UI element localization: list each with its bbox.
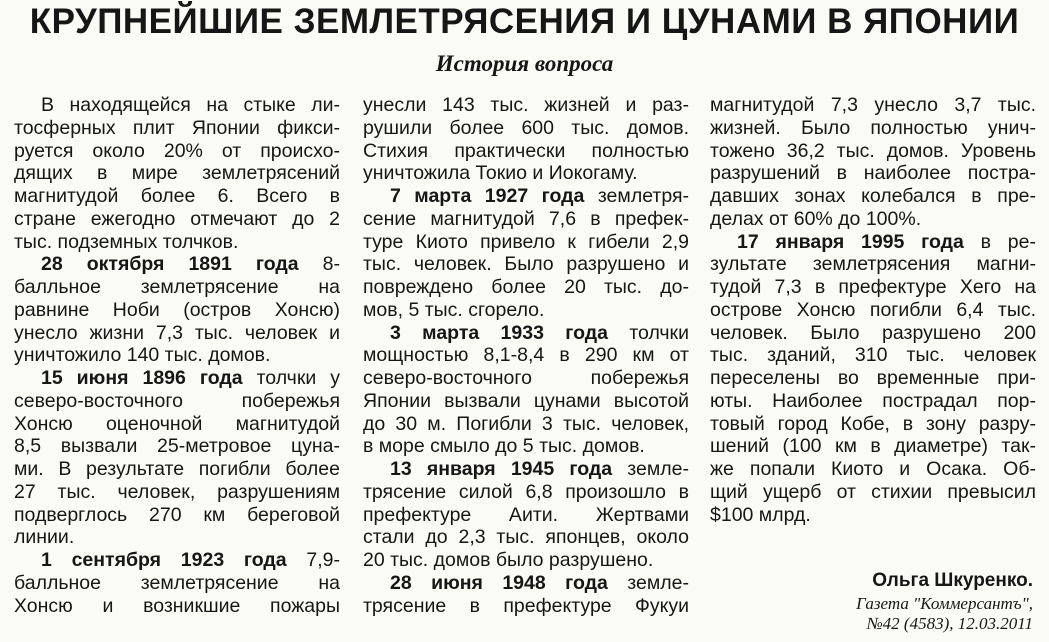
line-text: 7,9- (286, 549, 340, 571)
text-line (363, 140, 689, 163)
line-text: мощностью 8,1-8,4 в 290 км от (363, 344, 689, 367)
line-text: тыс. подземных толчков. (14, 230, 239, 253)
line-text: земле- (607, 571, 689, 594)
text-line (363, 504, 689, 527)
line-text: щий ущерб от стихии превысил (710, 480, 1036, 503)
line-text: стали до 2,3 тыс. японцев, около (363, 526, 689, 549)
line-text: уничтожило 140 тыс. домов. (14, 344, 271, 367)
author-name: Ольга Шкуренко. (872, 570, 1033, 591)
text-line (14, 526, 340, 549)
line-text: магнитудой 7,3 унесло 3,7 тыс. (710, 94, 1036, 116)
text-line (14, 572, 340, 595)
line-text: ми. В результате погибли более (14, 458, 340, 480)
line-text: разрушений в наиболее постра- (710, 162, 1036, 185)
line-text: Стихия практически полностью (363, 139, 689, 162)
text-line (710, 140, 1036, 163)
source-issue: №42 (4583), 12.03.2011 (866, 614, 1033, 633)
line-text: 8,5 вызвали 25-метровое цуна- (14, 435, 340, 458)
article-column-3 (710, 94, 1036, 526)
text-line (363, 390, 689, 413)
text-line (710, 276, 1036, 299)
text-line (14, 413, 340, 436)
text-line (14, 185, 340, 208)
line-text: острове Хонсю погибли 6,4 тыс. (710, 298, 1036, 321)
text-line (363, 549, 689, 572)
line-text: северо-восточного побережья (363, 367, 689, 389)
text-line (14, 322, 340, 345)
line-text: Хонсю и возникшие пожары (14, 594, 340, 617)
text-line (363, 299, 689, 322)
line-text: Хонсю оценочной магнитудой (14, 412, 340, 435)
text-line (363, 117, 689, 140)
line-text: 27 тыс. человек, разрушениям (14, 480, 340, 503)
text-line (710, 322, 1036, 345)
line-text: тудой 7,3 в префектуре Хего на (710, 276, 1036, 298)
line-text: магнитудой более 6. Всего в (14, 185, 340, 207)
text-line (710, 481, 1036, 504)
line-text: равнине Ноби (остров Хонсю) (14, 298, 340, 321)
text-line (710, 344, 1036, 367)
line-text: $100 млрд. (710, 503, 811, 526)
event-date: 7 марта 1927 года (390, 185, 585, 207)
article-column-2 (363, 94, 689, 617)
line-text: В находящейся на стыке ли- (41, 94, 340, 116)
text-line (363, 185, 689, 208)
text-line (710, 117, 1036, 140)
text-line (710, 299, 1036, 322)
text-line (363, 253, 689, 276)
line-text: 8- (298, 253, 340, 276)
line-text: унесли 143 тыс. жизней и раз- (363, 94, 689, 116)
event-date: 28 июня 1948 года (390, 571, 608, 594)
text-line (14, 367, 340, 390)
line-text: тожено 36,2 тыс. домов. Уровень (710, 139, 1036, 162)
text-line (710, 253, 1036, 276)
text-line (710, 185, 1036, 208)
text-line (14, 595, 340, 618)
article-title: КРУПНЕЙШИЕ ЗЕМЛЕТРЯСЕНИЯ И ЦУНАМИ В ЯПОНИИ (29, 2, 1020, 41)
line-text: зультате землетрясения магни- (710, 253, 1036, 276)
line-text: до 30 м. Погибли 3 тыс. человек, (363, 412, 689, 435)
line-text: балльное землетрясение на (14, 571, 340, 594)
line-text: юты. Наиболее пострадал пор- (710, 389, 1036, 412)
line-text: переселены во временные при- (710, 367, 1036, 389)
line-text: мов, 5 тыс. сгорело. (363, 298, 545, 321)
text-line (363, 162, 689, 185)
line-text: стране ежегодно отмечают до 2 (14, 207, 340, 230)
text-line (363, 413, 689, 436)
event-date: 28 октября 1891 года (41, 253, 299, 276)
text-line (363, 208, 689, 231)
text-line (14, 481, 340, 504)
text-line (14, 94, 340, 117)
text-line (14, 344, 340, 367)
line-text: рушили более 600 тыс. домов. (363, 116, 689, 139)
line-text: уничтожила Токио и Иокогаму. (363, 162, 638, 185)
text-line (710, 367, 1036, 390)
line-text: тыс. человек. Было разрушено и (363, 253, 689, 276)
line-text: сение магнитудой 7,6 в префек- (363, 207, 689, 230)
text-line (363, 322, 689, 345)
source-newspaper: Газета "Коммерсантъ", (856, 594, 1033, 613)
line-text: тыс. зданий, 310 тыс. человек (710, 344, 1036, 367)
line-text: в море смыло до 5 тыс. домов. (363, 435, 645, 458)
text-line (710, 208, 1036, 231)
event-date: 15 июня 1896 года (41, 367, 243, 389)
text-line (710, 413, 1036, 436)
text-line (363, 526, 689, 549)
line-text: делах от 60% до 100%. (710, 207, 922, 230)
line-text: руется около 20% от происхо- (14, 139, 340, 162)
line-text: жизней. Было полностью унич- (710, 116, 1036, 139)
text-line (363, 458, 689, 481)
event-date: 13 января 1945 года (390, 458, 613, 480)
line-text: 20 тыс. домов было разрушено. (363, 549, 654, 571)
text-line (14, 276, 340, 299)
line-text: унесло жизни 7,3 тыс. человек и (14, 321, 340, 344)
text-line (14, 253, 340, 276)
text-line (363, 231, 689, 254)
line-text: подверглось 270 км береговой (14, 503, 340, 526)
line-text: префектуре Аити. Жертвами (363, 503, 689, 526)
text-line (14, 504, 340, 527)
line-text: трясение в префектуре Фукуи (363, 594, 689, 617)
text-line (363, 435, 689, 458)
line-text: товый город Кобе, в зону разру- (710, 412, 1036, 435)
line-text: туре Киото привело к гибели 2,9 (363, 230, 689, 253)
article-column-1 (14, 94, 340, 617)
line-text: давших зонах колебался в пре- (710, 185, 1036, 207)
text-line (14, 231, 340, 254)
text-line (14, 549, 340, 572)
text-line (363, 367, 689, 390)
text-line (710, 390, 1036, 413)
text-line (363, 481, 689, 504)
text-line (363, 572, 689, 595)
line-text: балльное землетрясение на (14, 276, 340, 298)
line-text: толчки у (242, 367, 340, 389)
line-text: трясение силой 6,8 произошло в (363, 480, 689, 503)
text-line (363, 276, 689, 299)
line-text: повреждено более 20 тыс. до- (363, 276, 689, 298)
line-text: в ре- (963, 230, 1036, 253)
text-line (710, 94, 1036, 117)
line-text: же попали Киото и Осака. Об- (710, 458, 1036, 480)
text-line (710, 504, 1036, 527)
line-text: Японии вызвали цунами высотой (363, 389, 689, 412)
text-line (710, 162, 1036, 185)
event-date: 17 января 1995 года (737, 230, 964, 253)
event-date: 1 сентября 1923 года (41, 549, 287, 571)
text-line (14, 162, 340, 185)
line-text: земле- (612, 458, 689, 480)
text-line (14, 140, 340, 163)
text-line (363, 94, 689, 117)
text-line (710, 435, 1036, 458)
text-line (14, 435, 340, 458)
line-text: шений (100 км в диаметре) так- (710, 435, 1036, 458)
text-line (14, 390, 340, 413)
article-subtitle: История вопроса (435, 51, 614, 76)
line-text: тосферных плит Японии фикси- (14, 116, 340, 139)
text-line (363, 344, 689, 367)
line-text: человек. Было разрушено 200 (710, 321, 1036, 344)
line-text: линии. (14, 526, 75, 549)
line-text: толчки (608, 321, 689, 344)
text-line (14, 299, 340, 322)
event-date: 3 марта 1933 года (390, 321, 608, 344)
text-line (710, 458, 1036, 481)
text-line (14, 117, 340, 140)
text-line (363, 595, 689, 618)
text-line (14, 208, 340, 231)
line-text: землетря- (584, 185, 689, 207)
line-text: дящих в мире землетрясений (14, 162, 340, 185)
line-text: северо-восточного побережья (14, 389, 340, 412)
text-line (710, 231, 1036, 254)
text-line (14, 458, 340, 481)
